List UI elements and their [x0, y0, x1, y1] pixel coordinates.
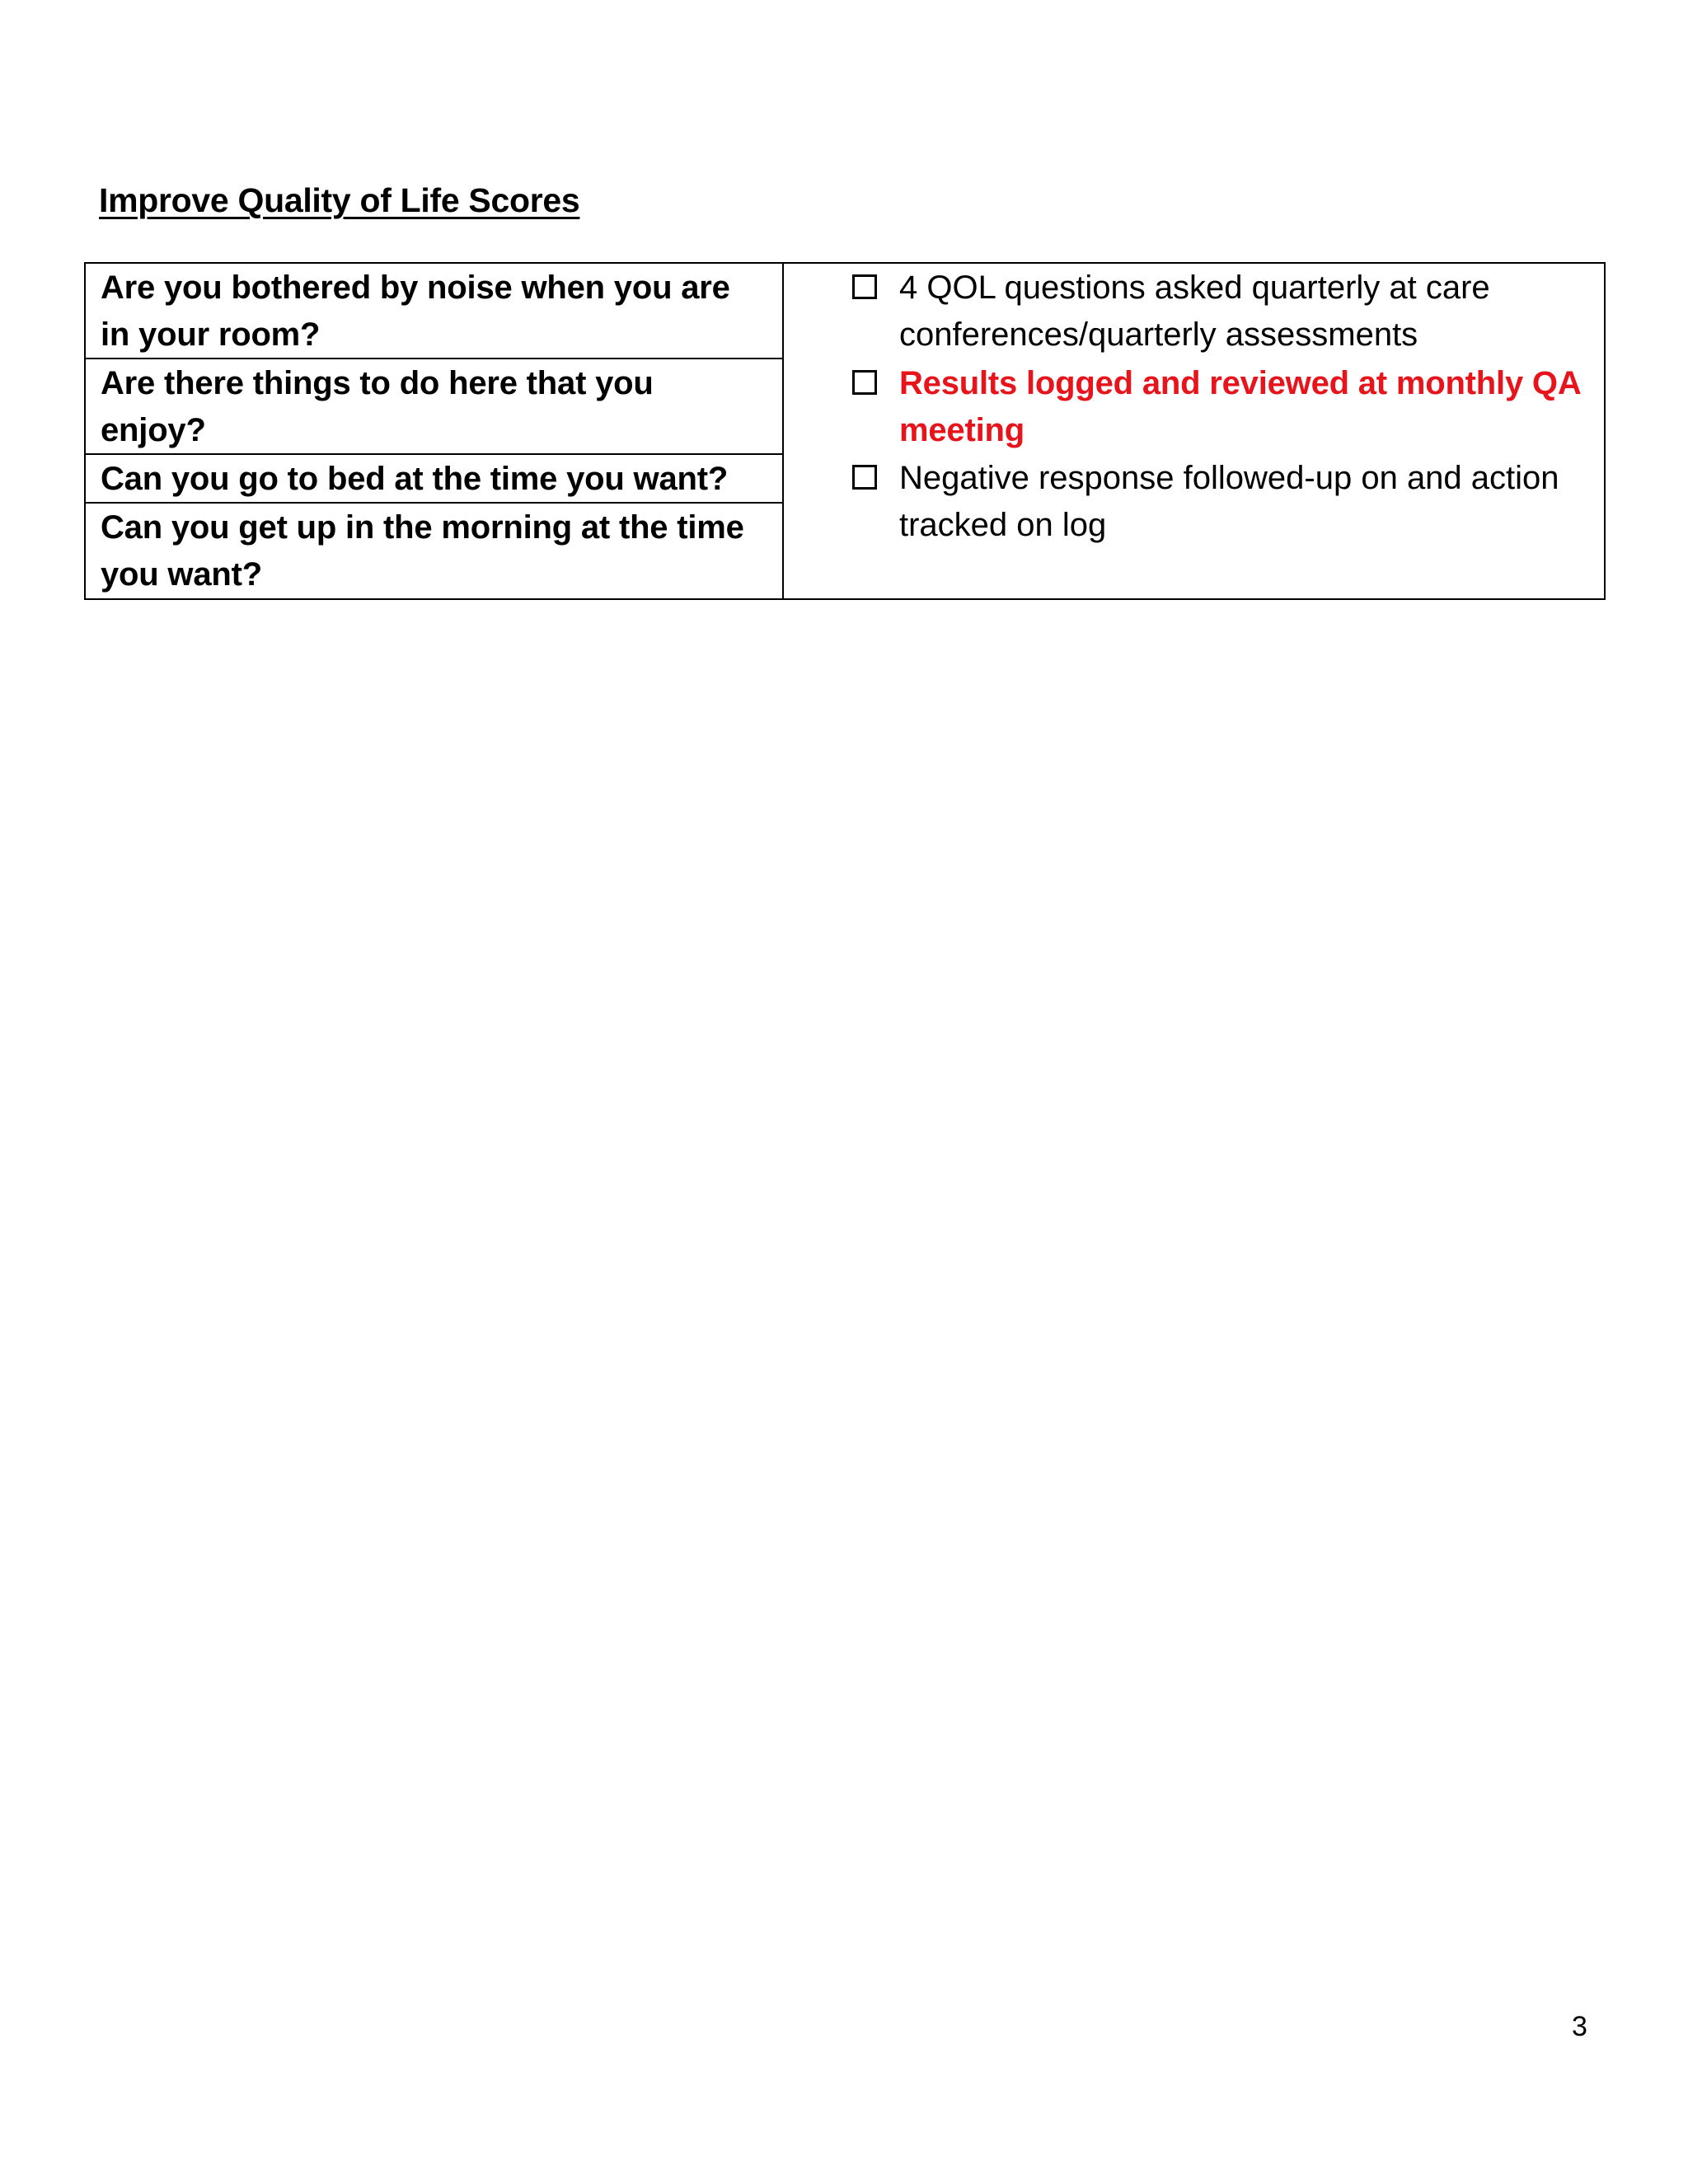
checklist-item-label: 4 QOL questions asked quarterly at care conferences/quarterly assessments [899, 269, 1490, 353]
question-row: Are there things to do here that you enjoy? [86, 359, 782, 455]
checkbox-icon[interactable] [852, 370, 877, 395]
checklist-item-label: Negative response followed-up on and action tracked on log [899, 460, 1559, 543]
question-row: Can you get up in the morning at the time you want? [101, 509, 744, 593]
page-number: 3 [1572, 2011, 1587, 2042]
checklist-column [784, 264, 1604, 598]
question-row: Are you bothered by noise when you are in your room? [86, 264, 782, 359]
checkbox-icon[interactable] [852, 274, 877, 299]
qol-table [84, 262, 1606, 600]
section-heading: Improve Quality of Life Scores [99, 181, 580, 219]
question-row: Can you go to bed at the time you want? [86, 455, 782, 504]
questions-column [86, 264, 784, 598]
checklist-item-label: Results logged and reviewed at monthly QA meeting [899, 365, 1581, 448]
checkbox-icon[interactable] [852, 465, 877, 490]
